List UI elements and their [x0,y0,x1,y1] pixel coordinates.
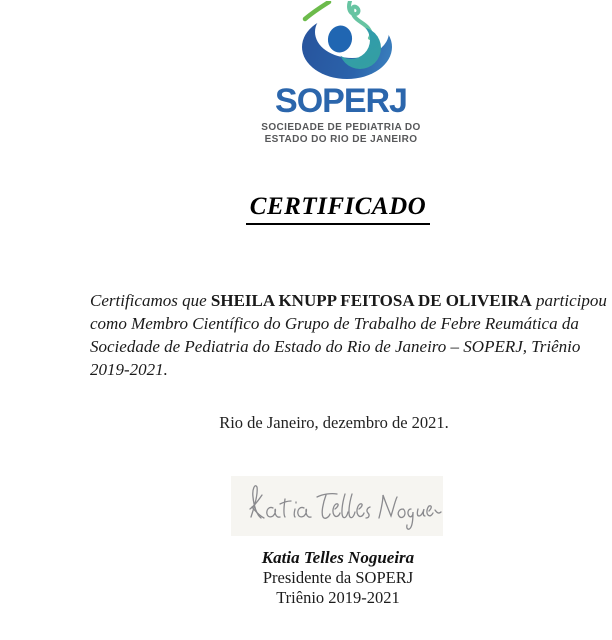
certificate-title: CERTIFICADO [246,193,430,225]
soperj-wordmark: SOPERJ [275,82,407,120]
certificate-title-row [32,193,612,225]
body-line1-suffix: participou [531,291,607,310]
body-line-3: Sociedade de Pediatria do Estado do Rio de Janeiro – SOPERJ, Triênio [90,337,581,356]
body-line-1 [90,289,607,312]
tagline-line-2: ESTADO DO RIO DE JANEIRO [264,133,418,145]
handwritten-signature-icon [231,476,443,536]
signer-role: Presidente da SOPERJ [262,568,414,587]
tagline-line-1: SOCIEDADE DE PEDIATRIA DO [261,122,421,133]
body-line-2: como Membro Científico do Grupo de Trabalho de Febre Reumática da [90,314,579,333]
certificate-body [90,289,607,381]
body-line-4: 2019-2021. [90,360,168,379]
signer-name: Katia Telles Nogueira [261,548,415,567]
soperj-tagline [35,122,612,145]
body-line1-prefix: Certificamos que [90,291,211,310]
signer-block [32,548,612,608]
soperj-logo-figure-icon [297,1,401,83]
recipient-name: SHEILA KNUPP FEITOSA DE OLIVEIRA [210,291,532,310]
signature-image [231,476,443,536]
signer-term: Triênio 2019-2021 [276,588,400,607]
date-line: Rio de Janeiro, dezembro de 2021. [219,413,449,432]
